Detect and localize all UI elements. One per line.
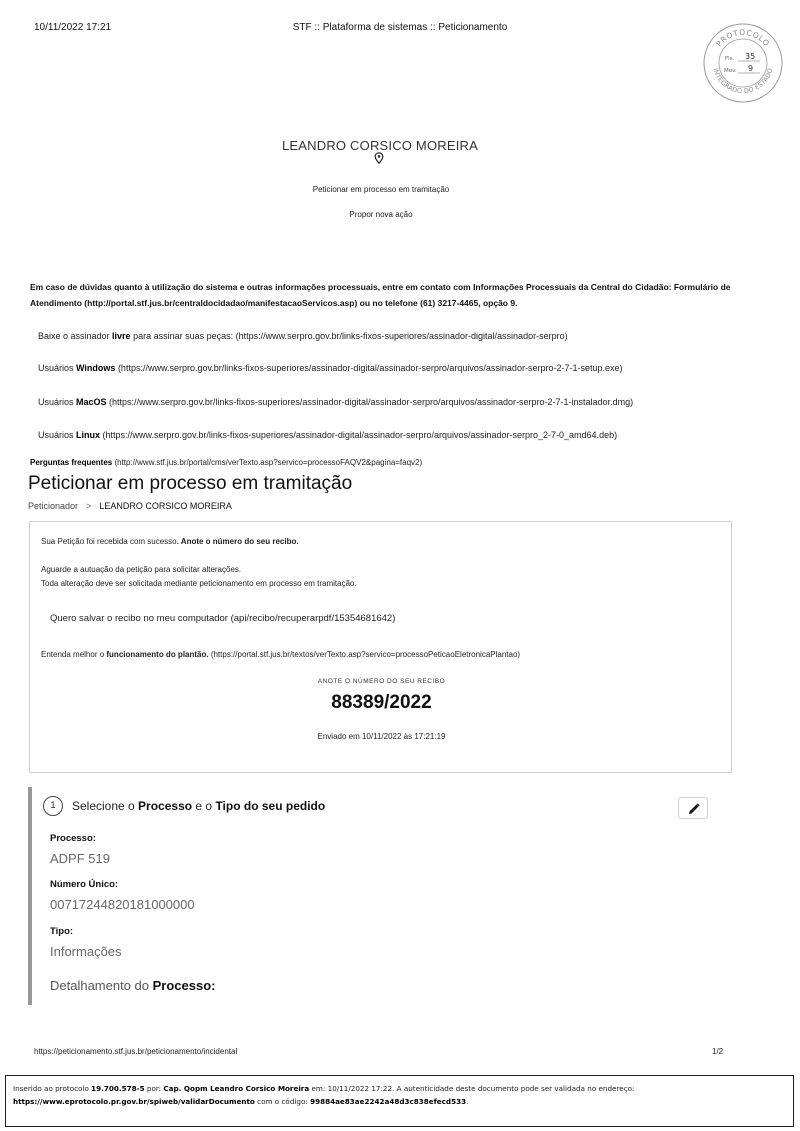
breadcrumb-root[interactable]: Peticionador (28, 501, 79, 511)
windows-prefix: Usuários (38, 363, 77, 373)
user-name[interactable]: LEANDRO CORSICO MOREIRA (281, 138, 478, 153)
plantao-info-link[interactable] (41, 650, 520, 659)
macos-prefix: Usuários (38, 397, 77, 407)
proto-author: Cap. Qopm Leandro Corsico Moreira (163, 1084, 310, 1093)
protocol-authentication-box (5, 1075, 794, 1127)
proto-p3: em: 10/11/2022 17:22. A autenticidade deste documento pode ser validada no endereço: (309, 1084, 635, 1093)
stamp-bottom-text: INTEGRADO DO ESTADO (711, 67, 775, 96)
detail-bold: Processo: (152, 978, 216, 993)
faq-link[interactable] (30, 458, 422, 467)
help-notice: Em caso de dúvidas quanto à utilização do sistema e outras informações processuais, entre em contato com Informações Processuais da Central do Cidadão: Formulário de Atendimento (http://portal.stf.jus.br/centraldocidadao/manifestacaoServicos.asp) ou no telefone (61) 3217-4465, opção 9. (30, 282, 731, 308)
faq-suffix: (http://www.stf.jus.br/portal/cms/verTexto.asp?servico=processoFAQV2&pagina=faqv2) (112, 458, 423, 467)
processo-label: Processo: (50, 833, 96, 844)
receipt-success-message (41, 537, 299, 546)
proto-p1: Inserido ao protocolo (13, 1084, 92, 1093)
edit-step-button[interactable] (678, 797, 708, 819)
signer-prefix: Baixe o assinador (38, 331, 113, 341)
numero-unico-value: 00717244820181000000 (50, 897, 195, 912)
step-title-pre: Selecione o (72, 799, 139, 813)
step-1-panel (28, 787, 718, 1005)
faq-bold: Perguntas frequentes (30, 458, 113, 467)
proto-p2: por: (144, 1084, 164, 1093)
proto-p4: com o código: (254, 1097, 311, 1106)
stamp-fls-label: Fls. (725, 56, 735, 62)
plantao-suffix: (https://portal.stf.jus.br/textos/verTexto.asp?servico=processoPeticaoEletronicaPlantao) (208, 650, 521, 659)
receipt-number-caption: ANOTE O NÚMERO DO SEU RECIBO (317, 678, 446, 685)
proto-number: 19.700.578-5 (91, 1084, 145, 1093)
linux-prefix: Usuários (38, 430, 77, 440)
location-pin-icon (374, 152, 384, 164)
page-title: Peticionar em processo em tramitação (28, 473, 353, 494)
linux-download-link[interactable] (38, 430, 617, 440)
nav-peticionar-link[interactable]: Peticionar em processo em tramitação (312, 185, 450, 194)
proto-code: 99884ae83ae2242a48d3c838efecd533 (310, 1097, 467, 1106)
step-number-badge: 1 (43, 796, 63, 816)
numero-unico-label: Número Único: (50, 879, 119, 890)
stamp-mov-label: Mov. (724, 68, 737, 74)
print-page-title: STF :: Plataforma de sistemas :: Peticionamento (292, 22, 508, 33)
stamp-mov-value: 9 (748, 64, 754, 73)
breadcrumb (28, 501, 232, 511)
plantao-prefix: Entenda melhor o (41, 650, 107, 659)
receipt-number: 88389/2022 (331, 692, 432, 713)
tipo-label: Tipo: (50, 926, 74, 937)
macos-download-link[interactable] (38, 397, 633, 407)
print-datetime: 10/11/2022 17:21 (34, 22, 112, 33)
breadcrumb-separator: > (86, 501, 92, 511)
print-page-number: 1/2 (712, 1047, 724, 1056)
received-text: Sua Petição foi recebida com sucesso (41, 537, 177, 546)
signer-bold: livre (112, 331, 131, 341)
detail-pre: Detalhamento do (50, 978, 153, 993)
received-bold: . Anote o número do seu recibo. (176, 537, 299, 546)
linux-bold: Linux (76, 430, 101, 440)
step-title-mid: e o (192, 799, 216, 813)
macos-suffix: (https://www.serpro.gov.br/links-fixos-superiores/assinador-digital/assinador-serpro/arquivos/assinador-serpro-2-7-1-instalador.dmg) (106, 397, 634, 407)
linux-suffix: (https://www.serpro.gov.br/links-fixos-superiores/assinador-digital/assinador-serpro/arquivos/assinador-serpro_2-7-0_amd64.deb) (100, 430, 618, 440)
windows-suffix: (https://www.serpro.gov.br/links-fixos-superiores/assinador-digital/assinador-serpro/arquivos/assinador-serpro-2-7-1-setup.exe) (115, 363, 623, 373)
print-footer-url: https://peticionamento.stf.jus.br/peticionamento/incidental (34, 1047, 238, 1056)
nav-propor-acao-link[interactable]: Propor nova ação (349, 210, 413, 219)
pencil-icon (688, 803, 700, 815)
wait-message: Aguarde a autuação da petição para solicitar alterações. (41, 565, 242, 574)
save-receipt-link[interactable]: Quero salvar o recibo no meu computador (api/recibo/recuperarpdf/15354681642) (50, 613, 396, 624)
breadcrumb-current: LEANDRO CORSICO MOREIRA (99, 501, 232, 511)
stamp-top-text: PROTOCOLO (714, 27, 772, 49)
windows-download-link[interactable] (38, 363, 622, 373)
windows-bold: Windows (76, 363, 116, 373)
signer-download-link[interactable] (38, 331, 568, 341)
change-message: Toda alteração deve ser solicitada mediante peticionamento em processo em tramitação. (41, 579, 357, 588)
proto-p5: . (466, 1097, 469, 1106)
step-title-processo: Processo (138, 799, 193, 813)
proto-validation-url[interactable]: https://www.eprotocolo.pr.gov.br/spiweb/validarDocumento (13, 1097, 255, 1106)
detalhamento-heading (50, 978, 216, 993)
step-title-tipo: Tipo do seu pedido (215, 799, 326, 813)
processo-value: ADPF 519 (50, 851, 110, 866)
protocol-stamp (702, 22, 784, 104)
svg-text:PROTOCOLO (714, 28, 771, 48)
plantao-bold: funcionamento do plantão. (106, 650, 209, 659)
tipo-value: Informações (50, 944, 122, 959)
signer-suffix: para assinar suas peças: (https://www.serpro.gov.br/links-fixos-superiores/assinador-digital/assinador-serpro) (130, 331, 568, 341)
macos-bold: MacOS (76, 397, 107, 407)
receipt-sent-datetime: Enviado em 10/11/2022 às 17:21:19 (317, 732, 446, 741)
stamp-fls-value: 35 (745, 52, 756, 61)
receipt-panel (29, 521, 732, 773)
step-title (72, 799, 325, 813)
